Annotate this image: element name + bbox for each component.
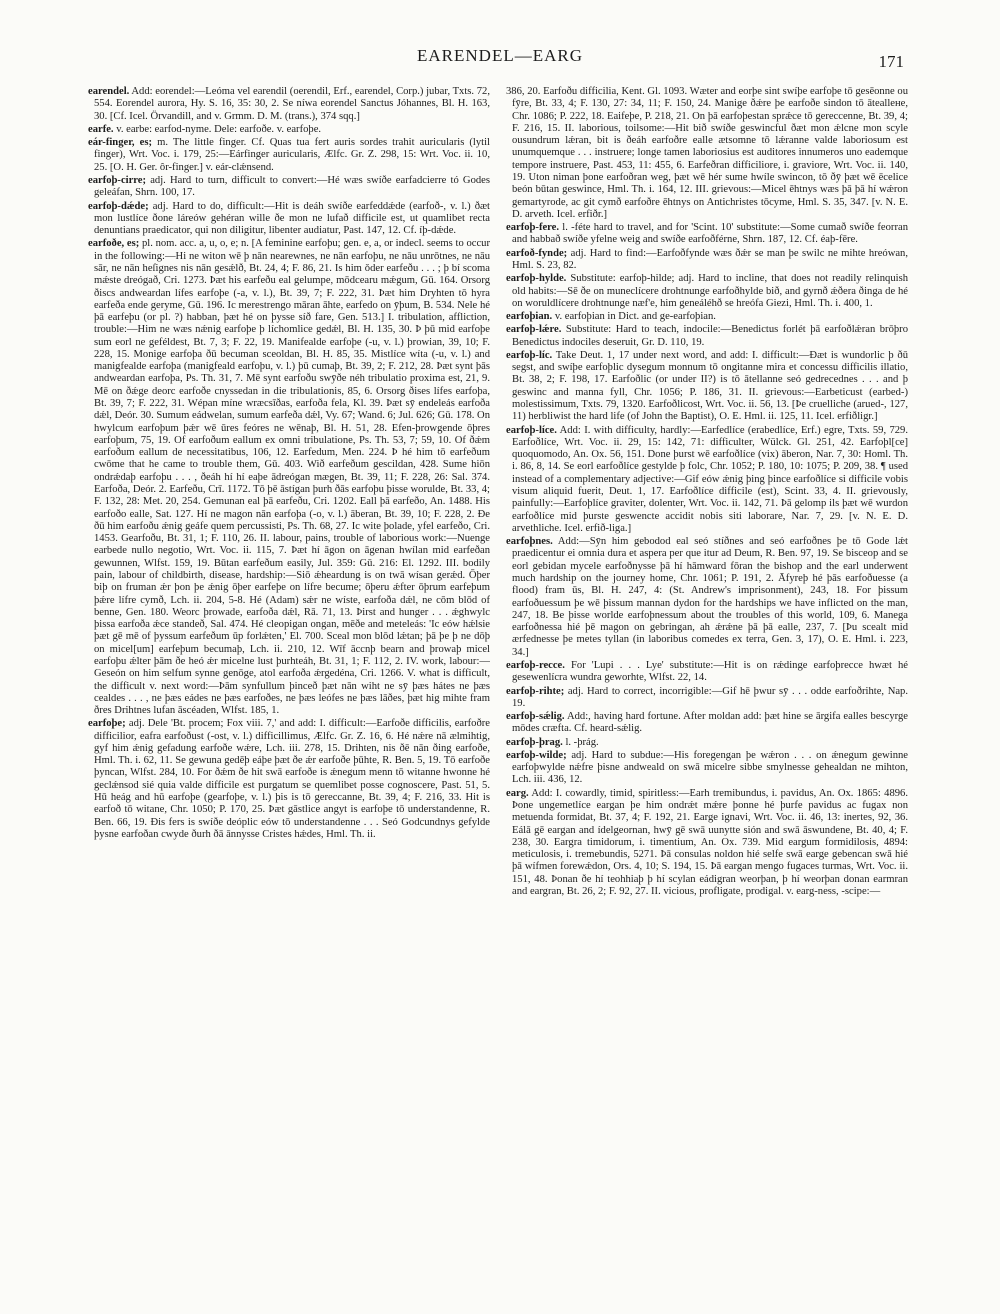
entry-text: For 'Lupi . . . Lye' substitute:—Hit is on rǽdinge earfoþrecce hwæt hé gesewenlícra wundra geworhte, Wlfst. 22, 14.	[512, 659, 908, 684]
page-number: 171	[878, 52, 904, 71]
entry-headword: eár-finger, es;	[88, 137, 153, 149]
dictionary-entry	[506, 750, 908, 787]
left-column	[88, 86, 490, 1286]
entry-headword: earfoþ-fere.	[506, 222, 560, 234]
entry-headword: earfoþ-hylde.	[506, 273, 567, 285]
entry-text: Add: eorendel:—Leóma vel earendil (oerendil, Erf., earendel, Corp.) jubar, Txts. 72, 554. Eorendel aurora, Hy. S. 16, 35: 30, 2. Se níwa eorendel Sanctus Jóhannes, Bl. H. 163, 30. [Cf. Icel. Örvandill, and v. Grmm. D. M. (trans.), 374 sqq.]	[94, 86, 490, 122]
running-head: EARENDEL—EARG	[417, 46, 583, 65]
entry-headword: earfoþ-þrag.	[506, 736, 563, 748]
entry-text: Substitute: Hard to teach, indocile:—Benedictus forlét þā earfoðlǽran brōþro Benedictus indociles deseruit, Gr. D. 110, 19.	[512, 324, 908, 348]
entry-headword: earfe.	[88, 123, 114, 135]
entry-text: adj. Hard to turn, difficult to convert:—Hé wæs swíðe earfadcierre tó Godes geleáfan, Shrn. 100, 17.	[94, 174, 490, 199]
dictionary-entry	[506, 737, 908, 749]
right-column	[506, 86, 908, 1286]
entry-text: m. The little finger. Cf. Quas tua fert auris sordes trahit auricularis (lytil finger), Wrt. Voc. i. 179, 25:—Eárfinger auricularis, Ælfc. Gr. Z. 298, 15: Wrt. Voc. ii. 10, 25. [O. H. Ger. ôr-finger.] v. eár-clǽnsend.	[94, 137, 490, 173]
entry-headword: earfoþian.	[506, 311, 553, 323]
entry-text: Add: I. with difficulty, hardly:—Earfedlíce (erabedlíce, Erf.) egre, Txts. 59, 729. Earfoðlíce, Wrt. Voc. ii. 29, 15: 142, 71: difficulter, Wülck. Gl. 251, 42. Earfoþl[ce] quoquomodo, An. Ox. 56, 151. Done þurst wē earfoðlíce (vix) āberon, Nar. 7, 30: Homl. Th. i. 86, 8, 14. Se eorl earfoðlíce gestylde þ folc, Chr. 1052; P. 180, 10: 1075; P. 209, 38. ¶ used instead of a complementary adjective:—Gif eów ǽnig þing þince earfoðlíce si difficile vobis visum aliquid fuerit, Deut. 1, 17. Earfoðlíce difficile (est), Scint. 33, 4. II. grievously, painfully:—Earfoþlíce graviter, dolenter, Wrt. Voc. ii. 142, 71. Þā gelomp ils þæt wē wurdon earfoðlíce mid þurste geswencte accidit nobis siti laborare, Nar. 7, 29. [v. N. E. D. arvethliche. Icel. erfið-liga.]	[512, 424, 908, 534]
dictionary-entry	[506, 711, 908, 736]
entry-headword: earfoþ-recce.	[506, 659, 565, 671]
entry-text: l. -féte hard to travel, and for 'Scint. 10' substitute:—Some cumað swíðe feorran and habbað swíðe yfelne weig and swíðe earfoðférne, Shrn. 187, 12. Cf. éaþ-fēre.	[512, 222, 908, 246]
entry-headword: earfoðe, es;	[88, 238, 140, 250]
dictionary-entry	[88, 238, 490, 717]
entry-headword: earfoð-fynde;	[506, 247, 568, 259]
entry-headword: earfoþ-dǽde;	[88, 200, 149, 212]
dictionary-entry	[506, 788, 908, 899]
entry-headword: earfoþ-wilde;	[506, 749, 567, 761]
dictionary-entry	[88, 137, 490, 174]
entry-headword: earfoþ-líc.	[506, 349, 553, 361]
entry-headword: earg.	[506, 787, 529, 799]
dictionary-entry	[506, 222, 908, 247]
dictionary-entry	[88, 175, 490, 200]
dictionary-entry	[506, 273, 908, 310]
entry-text: Substitute: earfoþ-hilde; adj. Hard to incline, that does not readily relinquish old habits:—Sē ðe on muneclícere drohtnunge earfoðhylde bið, and gyrnð ǽðera ðinga de hé on woruldlícere drohtnunge næf'e, him geneáléhð se hreófa Giezi, Hml. Th. i. 400, 1.	[512, 273, 908, 309]
dictionary-entry	[506, 324, 908, 349]
entry-text: v. earbe: earfod-nyme. Dele: earfoðe. v. earfoþe.	[116, 123, 322, 135]
dictionary-entry	[506, 86, 908, 221]
dictionary-entry	[506, 311, 908, 323]
entry-headword: earendel.	[88, 86, 130, 97]
entry-headword: earfoþ-sǽlig.	[506, 711, 565, 723]
entry-headword: earfoþe;	[88, 718, 126, 730]
entry-text: Add:—Sȳn him gebodod eal seó stíðnes and seó earfoðnes þe tō Gode lǽt praedicentur ei omnia dura et aspera per que itur ad Deum, R. Ben. 97, 19. Se bisceop and se eorl gebidan mycele earfoðnysse þā hí hāmward fōran the bishop and the earl underwent much hardship on the journey home, Chr. 1061; P. 191, 2. Āfyreþ hé þās earfoðuesse (a flood) fram ūs, Bl. H. 247, 4: (St. Andrew's imprisonment), 243, 18. For þissum earfoðuessum þe wē þissum mannan dydon for the hardships we have inflicted on the man, 247, 18. Be þisse worlde earfoþnessum about the troubles of this world, 109, 6. Manega earfoðnessa hié þē magon on gebringan, ah ǽrǽne þā þā ealle, 237, 7. [Þu scealt mid ærfednesse þe metes tyllan (in laboribus comedes ex terra, Gen. 3, 17), O. E. Hml. i. 223, 34.]	[512, 536, 908, 658]
dictionary-entry	[88, 718, 490, 841]
dictionary-entry	[506, 350, 908, 424]
entry-text: adj. Dele 'Bt. procem; Fox viii. 7,' and add: I. difficult:—Earfoðe difficilis, earfoðre difficilior, eafra earfoðust (-ost, v. l.) difficillimus, Ælfc. Gr. Z. 16, 6. Hé nǽre nā ælmihtig, gyf him ǽnig gefadung earfoðe wǽre, Lch. iii. 278, 15. Drihten, nis ðē nān ðing earfoðe, Hml. Th. i. 62, 11. Se gewuna gedēþ eáþe þæt ðe ǽr earfoðe þūhte, R. Ben. 5, 19. Tō earfoðe þyncan, Wlfst. 284, 10. For ðǽm ðe hit swā earfoðe is ǽnegum menn tō witanne hwonne hé geclǽnsod sié quia valde difficile est purgatum se quemlibet posse cognoscere, Past. 51, 5. Hū heág and hū earfoþe (gearfoþe, v. l.) þis is tō gereccanne, Bt. 39, 4; F. 216, 33. Hit is earfoð tō witane, Chr. 1050; P. 170, 25. Þæt gāstlice angyt is earfoþe tō understandenne, R. Ben. 66, 19. Ðis fers is swíðe deóplic eów tō understandenne . . . Seó Godcundnys gefylde þysne earfoðan cwyde ðurh ðā ānnysse Cristes hǽdes, Hml. Th. ii.	[94, 718, 490, 840]
dictionary-entry	[506, 686, 908, 711]
entry-text: adj. Hard to do, difficult:—Hit is deáh swíðe earfeddǽde (earfoð-, v. l.) ðæt mon lustlíce ðone láreów gehéran wille ðe mon ne lufað difficile est, ut quamlibet recta denuntians praedicator, qui non diligitur, libenter audiatur, Past. 147, 12. Cf. íþ-dǽde.	[94, 200, 490, 237]
dictionary-entry	[506, 536, 908, 659]
entry-text: 386, 20. Earfoðu difficilia, Kent. Gl. 1093. Wæter and eorþe sint swíþe earfoþe tō gesēonne ou fȳre, Bt. 33, 4; F. 130, 27: 34, 11; F. 150, 24. Manige ðǽre þe earfoðe sindon tō ātealleне, Chr. 1086; P. 222, 18. Eaifeþe, P. 218, 21. On þā earfoþestan sprǽce tō gereccenne, Bt. 39, 4; F. 216, 15. II. laborious, toilsome:—Hit bið swíðe geswincful ðæt mon ǽlcne mon scyle ousundrum lǽran, bit is ðeáh earfoðre ealle ætsomne tō lǽranne valde laboriosum est unumquemque . . . instruere; longe tamen laboriosius est auditores innumeros uno eademque tempore instruere, Past. 453, 11: 455, 6. Earfeðran difficiliore, i. graviore, Wrt. Voc. ii. 140, 19. Uton niman þone earfoðran weg, þæt wē hér sume hwíle swincon, tō ðȳ þæt wē ēcelice beón būtan geswince, Hml. Th. i. 164, 12. III. grievous:—Micel ēhtnys wæs þā þā hí wǽron gemartyrode, ac git cymð earfoðre ēhtnys on Antichristes tōcyme, Hml. S. 35, 347. [v. N. E. D. arveth. Icel. erfiðr.]	[506, 86, 908, 220]
dictionary-entry	[88, 124, 490, 136]
text-columns	[88, 86, 908, 1286]
entry-text: Add:, having hard fortune. After moldan add: þæt hine se ārgifa ealles bescyrge mōdes cræfta. Cf. heard-sǽlig.	[512, 711, 908, 735]
entry-headword: earfoþ-rihte;	[506, 685, 565, 697]
entry-text: adj. Hard to find:—Earfoðfynde wæs ðǽr se man þe swilc ne mihte hreówan, Hml. S. 23, 82.	[512, 247, 908, 271]
entry-text: Add: I. cowardly, timid, spiritless:—Earh tremibundus, i. pavidus, An. Ox. 1865: 4896. Þone ungemetlíce eargan þe him ondrǽt mǽre þonne hé þurfe pavidus ac fugax non metuenda formidat, Bt. 37, 4; F. 192, 21. Earge ignavi, Wrt. Voc. ii. 46, 13: inertes, 92, 36. Eálā gē eargan and ídelgeornan, hwȳ gē swā uunytte sión and swā āswundene, Bt. 40, 4; F. 238, 30. Eargra timidorum, i. timentium, An. Ox. 739. Mid eargum formidilosis, 4894: meticulosis, i. tremebundis, 5271. Þā consulas noldon hié selfe swā earge gebencan swā hié þā wífmen forewǽdon, Ors. 4, 10; S. 194, 15. Þā eargan mengo fugaces turmas, Wrt. Voc. ii. 151, 48. Þonan ðe hí teohhiaþ þ hí scylan eádigran weorþan, þ hí weorþan donan earmran and eargran, Bt. 26, 2; F. 92, 27. II. vicious, profligate, prodigal. v. earg-ness, -scipe:—	[512, 787, 908, 897]
entry-headword: earfoþ-cirre;	[88, 174, 147, 186]
dictionary-entry	[506, 660, 908, 685]
dictionary-entry	[506, 248, 908, 273]
dictionary-entry	[88, 86, 490, 123]
entry-headword: earfoþ-líce.	[506, 424, 557, 436]
entry-headword: earfoþnes.	[506, 536, 553, 548]
entry-text: adj. Hard to correct, incorrigible:—Gif hē þwur sȳ . . . odde earfoðrihte, Nap. 19.	[512, 685, 908, 709]
entry-headword: earfoþ-lǽre.	[506, 324, 562, 336]
dictionary-entry	[88, 201, 490, 238]
entry-text: v. earfoþian in Dict. and ge-earfoþian.	[554, 311, 716, 323]
entry-text: l. -þrág.	[565, 736, 599, 748]
dictionary-entry	[506, 425, 908, 536]
entry-text: adj. Hard to subdue:—His foregengan þe wǽron . . . on ǽnegum gewinne earfoþwylde nǽfre þisne andweald on swā micelre sibbe smylnesse gehealdan ne mihton, Lch. iii. 436, 12.	[512, 749, 908, 786]
entry-text: Take Deut. 1, 17 under next word, and add: I. difficult:—Ðæt is wundorlic þ ðū segst, and swíþe earfoþlic dysegum monnum tō ongitanne mira et concessu difficilis illatio, Bt. 38, 2; F. 198, 17. Earfoðlic (or under II?) is tō ātellanne seó gedrecednes . . . and þ geswinc and manna fyll, Chr. 1056; P. 186, 31. II. grievous:—Earbeticust (earbed-) molestissimum, Txts. 79, 1320. Earfoðlicost, Wrt. Voc. ii. 56, 13. [Þe cruelliche (arued-, 127, 11) herbliwist the hard life (of John the Baptist), O. E. Hml. ii. 125, 11. Icel. erfiðligr.]	[512, 349, 908, 423]
entry-text: pl. nom. acc. a, u, o, e; n. [A feminine earfoþu; gen. e, a, or indecl. seems to occur in the following:—Hi ne witon wē þ nān nearewnes, ne nān earfoþu, ne nāu unrōtnes, ne nāu sār, ne nān heſignes nis nān gesǽlð, Bt. 24, 4; F. 86, 21. Is him ǒder earfeðu . . . ; þ bí scoma mǽste dreógað, Cri. 1273. Þæt his earfeðu eal gelumpe, mōdcearu mǽgum, Gū. 164. Orsorg ðiscs andweardan lífes earfoþe (-a, v. l.), Bt. 39, 7; F. 222, 31. Þæt him Dryhten tō hyra earfeða ende geryme, Gū. 196. Ic merestrengo māran āhte, earfedo on ȳþum, B. 534. Nele hé þā earfeþu (or pl. ?) habban, þæt hé on þysse síð fare, Gen. 513.] I. tribulation, affliction, trouble:—Him ne wæs nǽnig earfoþe þ líchomlice gedǽl, Bl. H. 135, 30. Þ þū mid earfoþe sum eorl ne geféldest, Bt. 7, 3; F. 22, 19. Manifealde earfoþe (-u, v. l.) þrowian, 39, 10; F. 228, 15. Monige earfoþa ðū becuman sceoldan, Bl. H. 85, 35. Mistlíce wíta (-u, v. l.) and manigfealde earfoþa (manigfeald earfoþu, v. l.) þū cumaþ, Bt. 39, 2; F. 212, 28. Þæt synt þās andweardan earfoþa, Ps. Th. 31, 7. Mē synt earfoðu swȳðe néh tribulatio proxima est, 21, 9. Mē on ðǽge deorc earfoðe cnyssedan in die tribulationis, 85, 6. Orsorg ðises lífes earfoþa, Bt. 39, 7; F. 222, 31. Wépan míne wræcsīðas, earfoða fela, Kl. 39. Þæt sȳ endeleás earfoða dǽl, Deór. 30. Sumum eádwelan, sumum earfeða dǽl, Vy. 67; Wand. 6; Jul. 626; Gū. 178. On hwylcum earfoþum þǽr wē ūres feóres ne wēnaþ, Bl. H. 51, 28. Efen-þrowgende ōþres earfoþum, 75, 19. Of earfoðum eallum ex omni tribulatione, Ps. Th. 53, 7; 59, 10. Of ðǽm earfoðum eallum de necessitatibus, 106, 12. Earfedum, Men. 224. Þ hé him tō earfeðum cwōme that he came to trouble them, Gū. 403. Wið earfeðum gescildan, 428. Sume hiōn ondrǽdaþ earfoþu . . . , ðeáh hí hí eaþe ādreógan mægen, Bt. 39, 11; F. 228, 26: Sal. 374. Earfoða, Deór. 2. Earfeðu, Crī. 1172. Tō þē āstígan þurh ðās earfoþu þisse worulde, Bt. 33, 4; F. 132, 28: Met. 20, 254. Gemunan eal þā earfeðu, Cri. 1202. Eall þā earfeðo, An. 1488. His earfoðo ealle, Sat. 127. Hí ne magon nān earfoþa (-o, v. l.) āberan, Bt. 39, 10; F. 228, 2. Ðe ðū him earfoðu ǽnig geáfe quem percussisti, Ps. Th. 68, 27. Ic wite þolade, yfel earfeðo, Cri. 1453. Gearfoðu, Bt. 31, 1; F. 110, 26. II. labour, pains, trouble of laborious work:—Nuenge earbede nullo negotio, Wrt. Voc. ii. 115, 7. Þæt hí āgon on āgenan hwílan mid earfeðan gewunnen, Wlfst. 159, 19. Būtan earfeðum easily, Jul. 359: Gū. 216: El. 1292. III. bodily pain, labour of childbirth, disease, hardship:—Siō ǽheardung is on twā wísan gerǽd. Ōþer biþ on fruman ǽr þon þe ǽnig ōþer earfeþe on lífre becume; ōþeru ǽfter ōþrum earfeþum þǽre lífre cymð, Lch. ii. 204, 5-8. Hé (Adam) sǽr ne wíste, earfoða dǽl, ne cōm blōd of benne, Gen. 180. Weorc þrowade, earfoða dǽl, Rā. 71, 13. Þirst and hunger . . . ǽghwylc þissa earfoða ǽce standeð, Sal. 474. Hé cleopigan ongan, mēðe and meteleás: 'Ic eów hǽlsie þæt gē mē of þyssum earfeðum ūp forlǽten,' El. 700. Sceal mon blōd lǽtan; þā þe þ ne dōþ on micel[um] earfeþum becumaþ, Lch. ii. 210, 12. Wīf āccnþ bearn and þrowaþ micel earfoþu ǽlter þām ðe heó ǽr micelne lust þurhteáh, Bt. 31, 1; F. 112, 2. IV. work, labour:—Geseón on him selfum synne genōge, atol earfoða ǽrgedéna, Cri. 1266. V. what is difficult, the difficult v. next word:—Þām synfullum þinceð þæt nān wiht ne sȳ þæs hátes ne þæs cealdes . . . , ne þæs eádes ne þæs earfoðes, ne þæs leófes ne þæs lāðes, þæt hig mihte fram ðres Drihtnes lufan āscéaden, Wlfst. 185, 1.	[94, 238, 490, 717]
